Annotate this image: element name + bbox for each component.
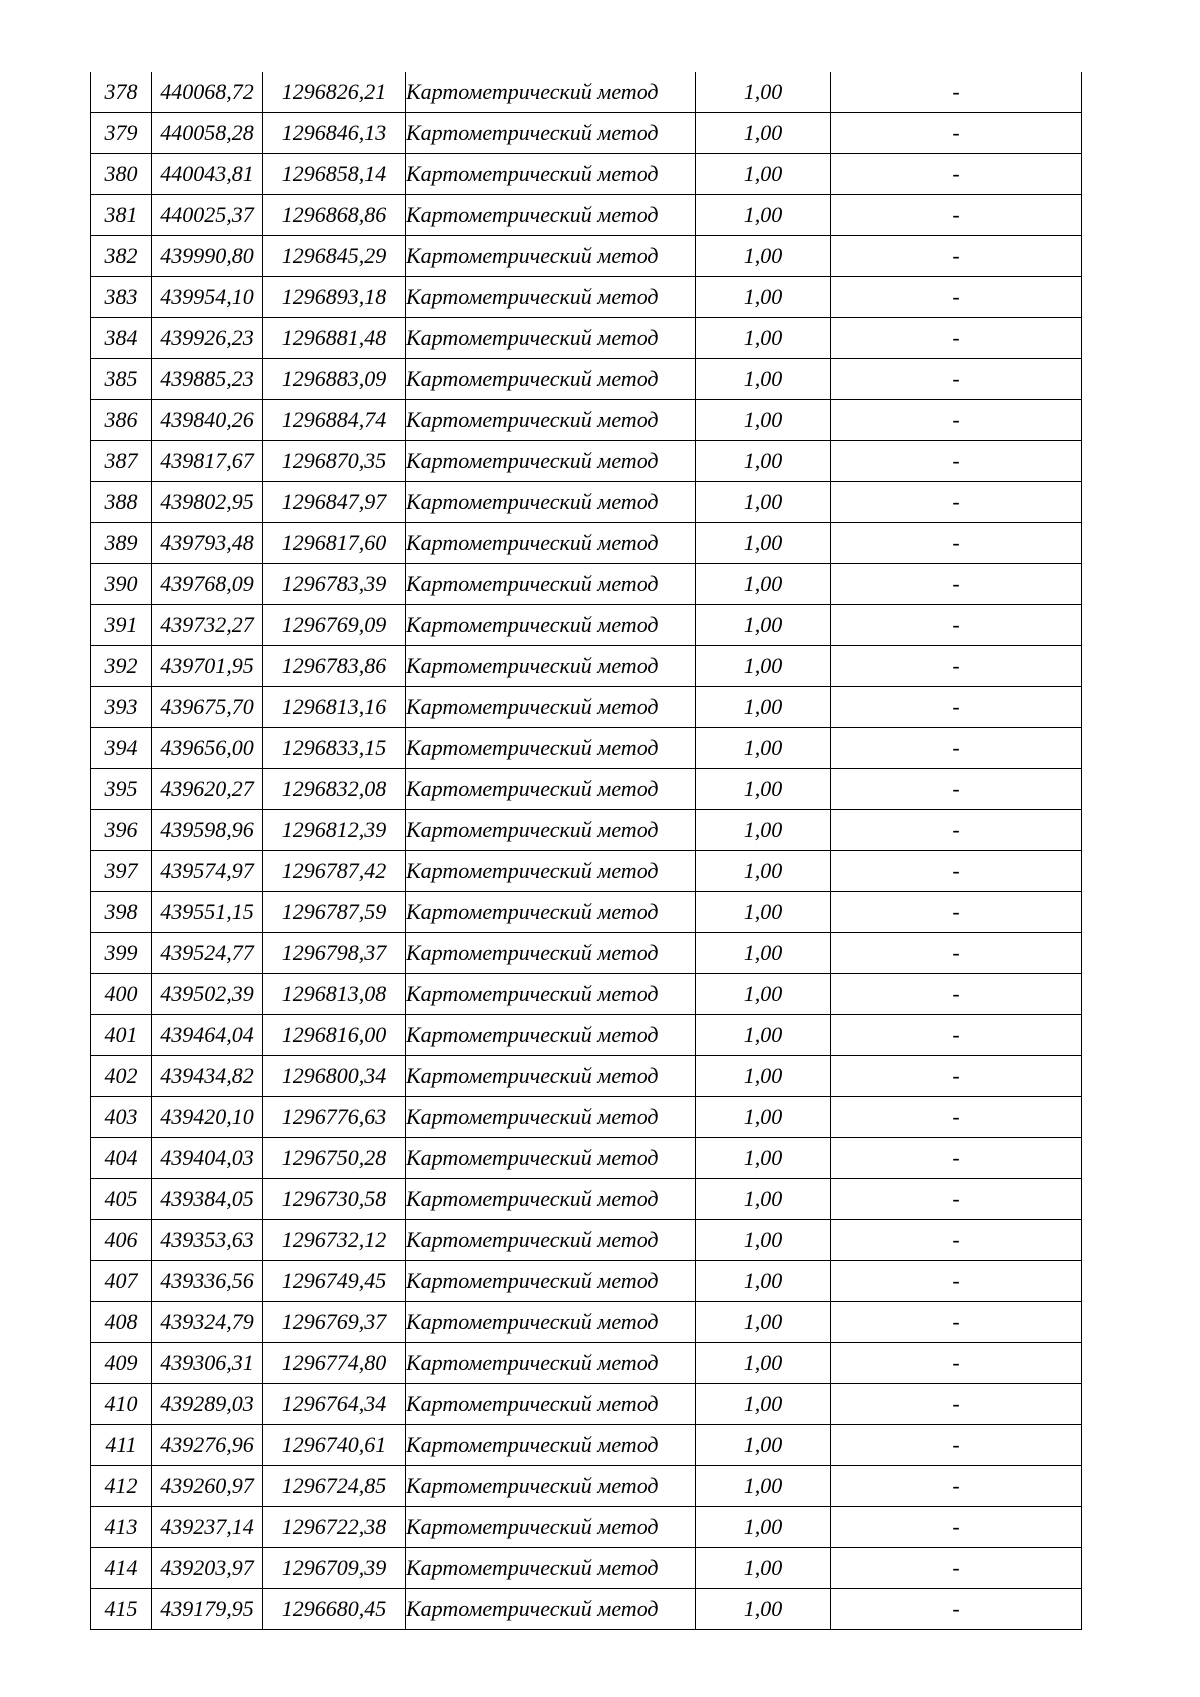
precision-cell: 1,00 [696,1425,831,1466]
y-coordinate-cell: 1296774,80 [263,1343,406,1384]
point-number-cell: 408 [91,1302,152,1343]
table-row [91,728,1082,769]
method-cell: Картометрический метод [406,1302,696,1343]
method-cell: Картометрический метод [406,359,696,400]
x-coordinate-cell: 439926,23 [152,318,263,359]
description-cell: - [831,1425,1082,1466]
description-cell: - [831,933,1082,974]
table-row [91,195,1082,236]
table-row [91,851,1082,892]
precision-cell: 1,00 [696,154,831,195]
y-coordinate-cell: 1296776,63 [263,1097,406,1138]
point-number-cell: 388 [91,482,152,523]
method-cell: Картометрический метод [406,1056,696,1097]
point-number-cell: 406 [91,1220,152,1261]
description-cell: - [831,441,1082,482]
method-cell: Картометрический метод [406,892,696,933]
method-cell: Картометрический метод [406,1425,696,1466]
precision-cell: 1,00 [696,1302,831,1343]
table-row [91,359,1082,400]
x-coordinate-cell: 439817,67 [152,441,263,482]
y-coordinate-cell: 1296883,09 [263,359,406,400]
table-row [91,892,1082,933]
y-coordinate-cell: 1296813,08 [263,974,406,1015]
table-row [91,1589,1082,1630]
precision-cell: 1,00 [696,318,831,359]
description-cell: - [831,728,1082,769]
point-number-cell: 383 [91,277,152,318]
table-row [91,1220,1082,1261]
description-cell: - [831,851,1082,892]
table-row [91,1302,1082,1343]
point-number-cell: 386 [91,400,152,441]
method-cell: Картометрический метод [406,72,696,113]
table-row [91,1138,1082,1179]
point-number-cell: 402 [91,1056,152,1097]
point-number-cell: 410 [91,1384,152,1425]
precision-cell: 1,00 [696,1384,831,1425]
description-cell: - [831,1015,1082,1056]
table-row [91,1466,1082,1507]
method-cell: Картометрический метод [406,1179,696,1220]
point-number-cell: 407 [91,1261,152,1302]
precision-cell: 1,00 [696,482,831,523]
precision-cell: 1,00 [696,1220,831,1261]
x-coordinate-cell: 439434,82 [152,1056,263,1097]
method-cell: Картометрический метод [406,154,696,195]
method-cell: Картометрический метод [406,769,696,810]
x-coordinate-cell: 439656,00 [152,728,263,769]
description-cell: - [831,892,1082,933]
method-cell: Картометрический метод [406,810,696,851]
point-number-cell: 382 [91,236,152,277]
table-row [91,810,1082,851]
x-coordinate-cell: 439675,70 [152,687,263,728]
point-number-cell: 415 [91,1589,152,1630]
table-row [91,769,1082,810]
precision-cell: 1,00 [696,1466,831,1507]
precision-cell: 1,00 [696,1138,831,1179]
precision-cell: 1,00 [696,1589,831,1630]
x-coordinate-cell: 439384,05 [152,1179,263,1220]
description-cell: - [831,974,1082,1015]
precision-cell: 1,00 [696,810,831,851]
y-coordinate-cell: 1296846,13 [263,113,406,154]
y-coordinate-cell: 1296740,61 [263,1425,406,1466]
table-row [91,113,1082,154]
precision-cell: 1,00 [696,646,831,687]
precision-cell: 1,00 [696,892,831,933]
point-number-cell: 397 [91,851,152,892]
y-coordinate-cell: 1296730,58 [263,1179,406,1220]
y-coordinate-cell: 1296769,37 [263,1302,406,1343]
description-cell: - [831,769,1082,810]
description-cell: - [831,400,1082,441]
x-coordinate-cell: 439464,04 [152,1015,263,1056]
method-cell: Картометрический метод [406,400,696,441]
y-coordinate-cell: 1296812,39 [263,810,406,851]
table-row [91,318,1082,359]
point-number-cell: 378 [91,72,152,113]
table-row [91,564,1082,605]
x-coordinate-cell: 439954,10 [152,277,263,318]
x-coordinate-cell: 439768,09 [152,564,263,605]
method-cell: Картометрический метод [406,1220,696,1261]
table-row [91,646,1082,687]
description-cell: - [831,1548,1082,1589]
y-coordinate-cell: 1296783,39 [263,564,406,605]
method-cell: Картометрический метод [406,1466,696,1507]
x-coordinate-cell: 439732,27 [152,605,263,646]
x-coordinate-cell: 440068,72 [152,72,263,113]
y-coordinate-cell: 1296798,37 [263,933,406,974]
point-number-cell: 404 [91,1138,152,1179]
description-cell: - [831,72,1082,113]
description-cell: - [831,1507,1082,1548]
point-number-cell: 405 [91,1179,152,1220]
point-number-cell: 413 [91,1507,152,1548]
table-row [91,1261,1082,1302]
description-cell: - [831,646,1082,687]
precision-cell: 1,00 [696,1015,831,1056]
x-coordinate-cell: 439598,96 [152,810,263,851]
x-coordinate-cell: 439574,97 [152,851,263,892]
y-coordinate-cell: 1296680,45 [263,1589,406,1630]
y-coordinate-cell: 1296722,38 [263,1507,406,1548]
point-number-cell: 414 [91,1548,152,1589]
precision-cell: 1,00 [696,1343,831,1384]
x-coordinate-cell: 439324,79 [152,1302,263,1343]
x-coordinate-cell: 440058,28 [152,113,263,154]
y-coordinate-cell: 1296826,21 [263,72,406,113]
y-coordinate-cell: 1296858,14 [263,154,406,195]
x-coordinate-cell: 439990,80 [152,236,263,277]
method-cell: Картометрический метод [406,974,696,1015]
point-number-cell: 399 [91,933,152,974]
point-number-cell: 411 [91,1425,152,1466]
x-coordinate-cell: 439404,03 [152,1138,263,1179]
y-coordinate-cell: 1296847,97 [263,482,406,523]
table-row [91,974,1082,1015]
x-coordinate-cell: 439237,14 [152,1507,263,1548]
y-coordinate-cell: 1296749,45 [263,1261,406,1302]
method-cell: Картометрический метод [406,277,696,318]
method-cell: Картометрический метод [406,482,696,523]
table-row [91,523,1082,564]
y-coordinate-cell: 1296813,16 [263,687,406,728]
point-number-cell: 389 [91,523,152,564]
method-cell: Картометрический метод [406,236,696,277]
description-cell: - [831,1589,1082,1630]
method-cell: Картометрический метод [406,646,696,687]
table-row [91,1425,1082,1466]
point-number-cell: 392 [91,646,152,687]
x-coordinate-cell: 439336,56 [152,1261,263,1302]
x-coordinate-cell: 439353,63 [152,1220,263,1261]
method-cell: Картометрический метод [406,728,696,769]
precision-cell: 1,00 [696,1097,831,1138]
point-number-cell: 385 [91,359,152,400]
method-cell: Картометрический метод [406,1015,696,1056]
table-row [91,277,1082,318]
point-number-cell: 379 [91,113,152,154]
precision-cell: 1,00 [696,1548,831,1589]
description-cell: - [831,605,1082,646]
precision-cell: 1,00 [696,359,831,400]
y-coordinate-cell: 1296868,86 [263,195,406,236]
method-cell: Картометрический метод [406,1548,696,1589]
x-coordinate-cell: 439551,15 [152,892,263,933]
x-coordinate-cell: 439260,97 [152,1466,263,1507]
table-row [91,1179,1082,1220]
x-coordinate-cell: 440025,37 [152,195,263,236]
method-cell: Картометрический метод [406,605,696,646]
method-cell: Картометрический метод [406,564,696,605]
description-cell: - [831,1261,1082,1302]
y-coordinate-cell: 1296816,00 [263,1015,406,1056]
description-cell: - [831,1302,1082,1343]
precision-cell: 1,00 [696,441,831,482]
description-cell: - [831,1097,1082,1138]
point-number-cell: 396 [91,810,152,851]
precision-cell: 1,00 [696,1056,831,1097]
y-coordinate-cell: 1296800,34 [263,1056,406,1097]
point-number-cell: 394 [91,728,152,769]
table-row [91,1015,1082,1056]
method-cell: Картометрический метод [406,441,696,482]
description-cell: - [831,1466,1082,1507]
precision-cell: 1,00 [696,687,831,728]
table-row [91,154,1082,195]
x-coordinate-cell: 439524,77 [152,933,263,974]
table-row [91,605,1082,646]
method-cell: Картометрический метод [406,113,696,154]
precision-cell: 1,00 [696,1507,831,1548]
precision-cell: 1,00 [696,564,831,605]
y-coordinate-cell: 1296769,09 [263,605,406,646]
table-row [91,72,1082,113]
description-cell: - [831,277,1082,318]
y-coordinate-cell: 1296787,42 [263,851,406,892]
precision-cell: 1,00 [696,605,831,646]
precision-cell: 1,00 [696,933,831,974]
precision-cell: 1,00 [696,236,831,277]
precision-cell: 1,00 [696,195,831,236]
table-row [91,236,1082,277]
method-cell: Картометрический метод [406,523,696,564]
y-coordinate-cell: 1296764,34 [263,1384,406,1425]
description-cell: - [831,236,1082,277]
table-row [91,1384,1082,1425]
x-coordinate-cell: 439802,95 [152,482,263,523]
description-cell: - [831,1384,1082,1425]
description-cell: - [831,1343,1082,1384]
method-cell: Картометрический метод [406,933,696,974]
point-number-cell: 395 [91,769,152,810]
description-cell: - [831,318,1082,359]
table-row [91,1548,1082,1589]
method-cell: Картометрический метод [406,687,696,728]
coordinates-table-body [91,72,1082,1630]
point-number-cell: 391 [91,605,152,646]
point-number-cell: 398 [91,892,152,933]
description-cell: - [831,1138,1082,1179]
point-number-cell: 390 [91,564,152,605]
x-coordinate-cell: 439420,10 [152,1097,263,1138]
description-cell: - [831,687,1082,728]
table-row [91,1097,1082,1138]
description-cell: - [831,564,1082,605]
table-row [91,687,1082,728]
precision-cell: 1,00 [696,400,831,441]
point-number-cell: 384 [91,318,152,359]
table-row [91,933,1082,974]
x-coordinate-cell: 439179,95 [152,1589,263,1630]
method-cell: Картометрический метод [406,1384,696,1425]
table-row [91,1343,1082,1384]
point-number-cell: 403 [91,1097,152,1138]
description-cell: - [831,810,1082,851]
method-cell: Картометрический метод [406,1507,696,1548]
precision-cell: 1,00 [696,277,831,318]
x-coordinate-cell: 439701,95 [152,646,263,687]
x-coordinate-cell: 440043,81 [152,154,263,195]
method-cell: Картометрический метод [406,1343,696,1384]
table-row [91,400,1082,441]
y-coordinate-cell: 1296817,60 [263,523,406,564]
description-cell: - [831,482,1082,523]
table-row [91,441,1082,482]
x-coordinate-cell: 439620,27 [152,769,263,810]
y-coordinate-cell: 1296870,35 [263,441,406,482]
y-coordinate-cell: 1296787,59 [263,892,406,933]
precision-cell: 1,00 [696,1179,831,1220]
y-coordinate-cell: 1296832,08 [263,769,406,810]
y-coordinate-cell: 1296884,74 [263,400,406,441]
y-coordinate-cell: 1296833,15 [263,728,406,769]
y-coordinate-cell: 1296845,29 [263,236,406,277]
x-coordinate-cell: 439306,31 [152,1343,263,1384]
method-cell: Картометрический метод [406,1097,696,1138]
point-number-cell: 409 [91,1343,152,1384]
table-row [91,482,1082,523]
x-coordinate-cell: 439840,26 [152,400,263,441]
precision-cell: 1,00 [696,1261,831,1302]
y-coordinate-cell: 1296732,12 [263,1220,406,1261]
precision-cell: 1,00 [696,728,831,769]
x-coordinate-cell: 439885,23 [152,359,263,400]
method-cell: Картометрический метод [406,1589,696,1630]
precision-cell: 1,00 [696,72,831,113]
y-coordinate-cell: 1296893,18 [263,277,406,318]
point-number-cell: 387 [91,441,152,482]
x-coordinate-cell: 439502,39 [152,974,263,1015]
y-coordinate-cell: 1296881,48 [263,318,406,359]
description-cell: - [831,1179,1082,1220]
precision-cell: 1,00 [696,523,831,564]
precision-cell: 1,00 [696,769,831,810]
method-cell: Картометрический метод [406,1138,696,1179]
point-number-cell: 401 [91,1015,152,1056]
description-cell: - [831,1220,1082,1261]
y-coordinate-cell: 1296709,39 [263,1548,406,1589]
method-cell: Картометрический метод [406,195,696,236]
method-cell: Картометрический метод [406,318,696,359]
description-cell: - [831,523,1082,564]
description-cell: - [831,113,1082,154]
point-number-cell: 412 [91,1466,152,1507]
table-row [91,1056,1082,1097]
x-coordinate-cell: 439276,96 [152,1425,263,1466]
description-cell: - [831,359,1082,400]
x-coordinate-cell: 439793,48 [152,523,263,564]
coordinates-table [90,72,1082,1630]
method-cell: Картометрический метод [406,1261,696,1302]
method-cell: Картометрический метод [406,851,696,892]
x-coordinate-cell: 439289,03 [152,1384,263,1425]
y-coordinate-cell: 1296783,86 [263,646,406,687]
description-cell: - [831,195,1082,236]
x-coordinate-cell: 439203,97 [152,1548,263,1589]
point-number-cell: 400 [91,974,152,1015]
y-coordinate-cell: 1296750,28 [263,1138,406,1179]
point-number-cell: 381 [91,195,152,236]
point-number-cell: 393 [91,687,152,728]
precision-cell: 1,00 [696,851,831,892]
precision-cell: 1,00 [696,974,831,1015]
precision-cell: 1,00 [696,113,831,154]
y-coordinate-cell: 1296724,85 [263,1466,406,1507]
description-cell: - [831,1056,1082,1097]
table-row [91,1507,1082,1548]
description-cell: - [831,154,1082,195]
point-number-cell: 380 [91,154,152,195]
